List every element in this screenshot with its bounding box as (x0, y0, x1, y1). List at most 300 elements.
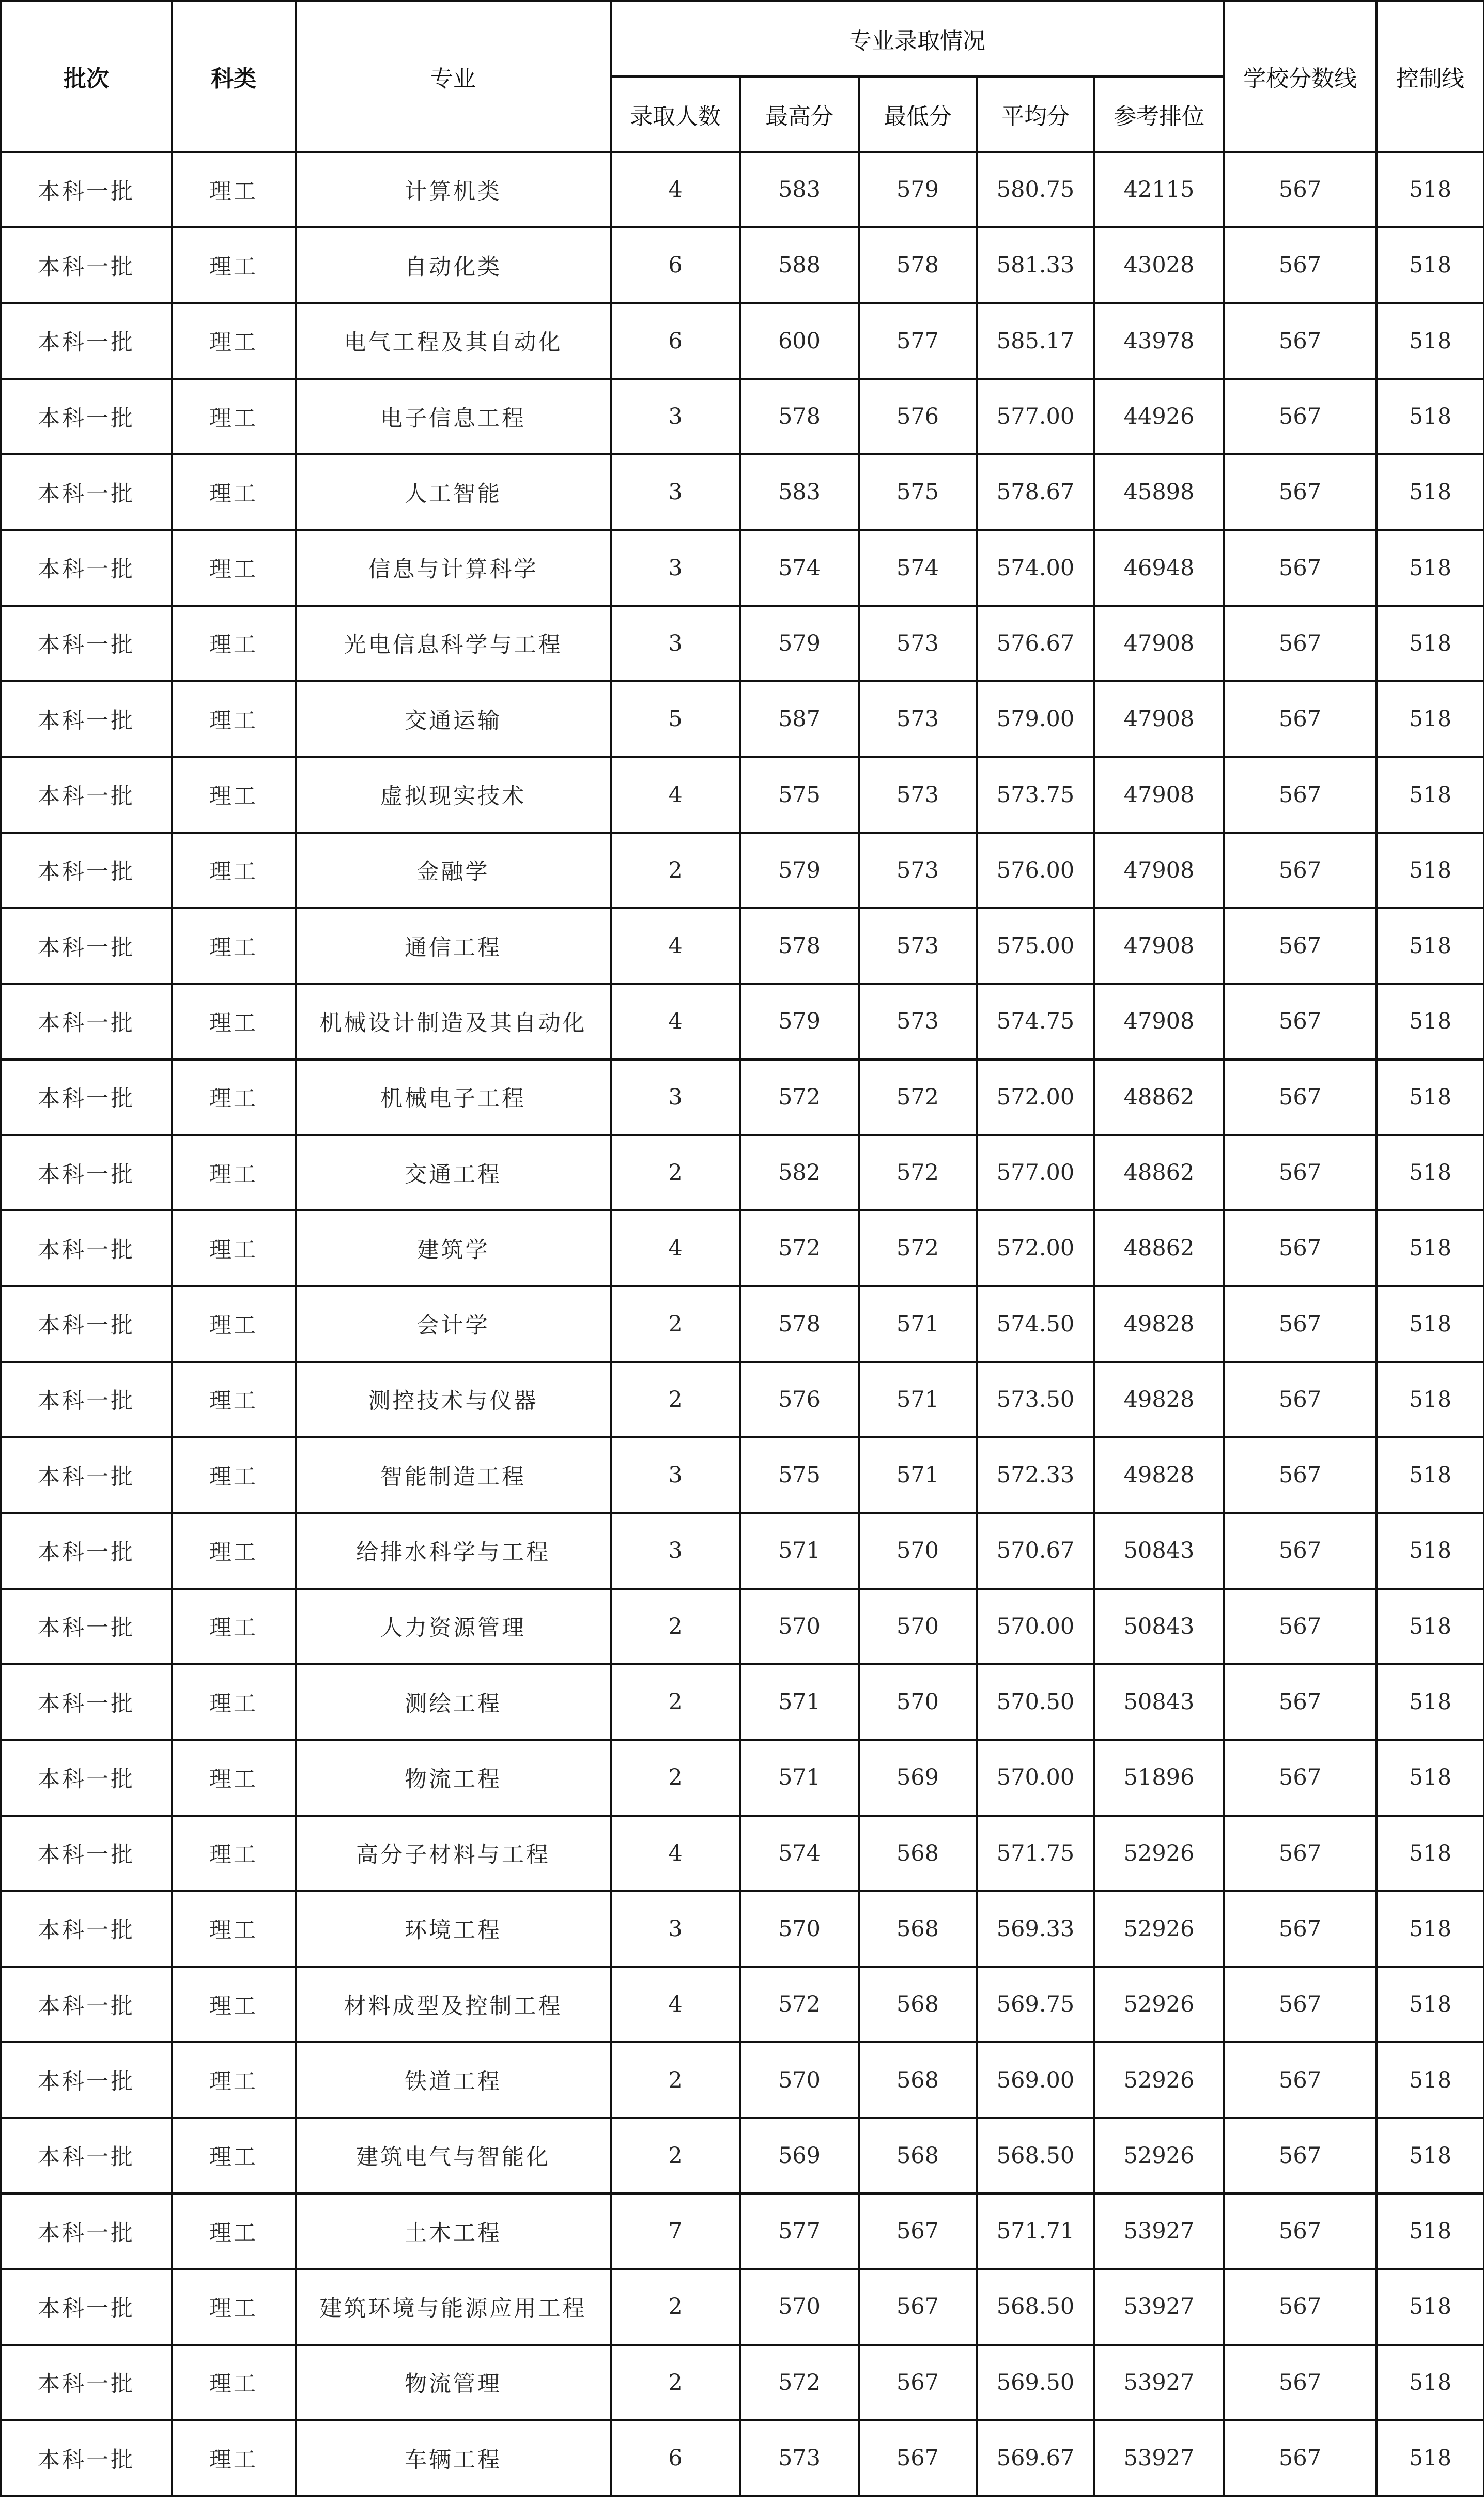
cell-category: 理工 (172, 1513, 296, 1588)
cell-major: 物流管理 (296, 2345, 611, 2420)
cell-min: 572 (859, 1060, 977, 1135)
cell-min: 572 (859, 1210, 977, 1286)
cell-category: 理工 (172, 2042, 296, 2118)
cell-control-line: 518 (1377, 606, 1484, 681)
cell-min: 571 (859, 1362, 977, 1437)
cell-category: 理工 (172, 1210, 296, 1286)
table-row (1, 1513, 1484, 1588)
cell-avg: 569.50 (977, 2345, 1094, 2420)
cell-max: 572 (740, 2345, 859, 2420)
cell-rank: 52926 (1094, 1891, 1224, 1967)
cell-major: 高分子材料与工程 (296, 1816, 611, 1891)
cell-control-line: 518 (1377, 2193, 1484, 2269)
cell-school-line: 567 (1224, 454, 1377, 530)
cell-rank: 52926 (1094, 1967, 1224, 2042)
cell-max: 600 (740, 303, 859, 379)
cell-max: 579 (740, 606, 859, 681)
cell-school-line: 567 (1224, 1286, 1377, 1361)
cell-category: 理工 (172, 984, 296, 1059)
cell-category: 理工 (172, 2420, 296, 2496)
cell-max: 571 (740, 1740, 859, 1815)
cell-control-line: 518 (1377, 1286, 1484, 1361)
table-row (1, 1060, 1484, 1135)
cell-major: 交通工程 (296, 1135, 611, 1210)
cell-rank: 47908 (1094, 908, 1224, 984)
table-row (1, 2269, 1484, 2344)
cell-min: 569 (859, 1740, 977, 1815)
cell-control-line: 518 (1377, 303, 1484, 379)
cell-school-line: 567 (1224, 303, 1377, 379)
cell-control-line: 518 (1377, 227, 1484, 303)
cell-school-line: 567 (1224, 152, 1377, 227)
cell-avg: 571.71 (977, 2193, 1094, 2269)
cell-min: 567 (859, 2420, 977, 2496)
cell-school-line: 567 (1224, 1891, 1377, 1967)
cell-batch: 本科一批 (1, 227, 172, 303)
cell-school-line: 567 (1224, 984, 1377, 1059)
cell-avg: 572.00 (977, 1210, 1094, 1286)
cell-major: 自动化类 (296, 227, 611, 303)
cell-avg: 577.00 (977, 1135, 1094, 1210)
cell-batch: 本科一批 (1, 1664, 172, 1740)
cell-avg: 580.75 (977, 152, 1094, 227)
header-row-top (1, 1, 1484, 76)
header-avg: 平均分 (977, 76, 1094, 152)
cell-min: 568 (859, 1891, 977, 1967)
cell-school-line: 567 (1224, 2118, 1377, 2193)
cell-control-line: 518 (1377, 152, 1484, 227)
cell-category: 理工 (172, 303, 296, 379)
cell-count: 4 (611, 1967, 740, 2042)
cell-major: 车辆工程 (296, 2420, 611, 2496)
cell-max: 575 (740, 1437, 859, 1513)
cell-category: 理工 (172, 1891, 296, 1967)
cell-count: 2 (611, 2118, 740, 2193)
cell-count: 4 (611, 1816, 740, 1891)
cell-major: 智能制造工程 (296, 1437, 611, 1513)
cell-category: 理工 (172, 2118, 296, 2193)
cell-max: 571 (740, 1664, 859, 1740)
cell-max: 571 (740, 1513, 859, 1588)
table-row (1, 2345, 1484, 2420)
cell-max: 570 (740, 2269, 859, 2344)
cell-batch: 本科一批 (1, 1740, 172, 1815)
cell-avg: 585.17 (977, 303, 1094, 379)
cell-rank: 47908 (1094, 681, 1224, 757)
cell-avg: 568.50 (977, 2269, 1094, 2344)
cell-category: 理工 (172, 1816, 296, 1891)
cell-count: 2 (611, 833, 740, 908)
table-row (1, 379, 1484, 454)
cell-control-line: 518 (1377, 1891, 1484, 1967)
cell-avg: 575.00 (977, 908, 1094, 984)
cell-control-line: 518 (1377, 1816, 1484, 1891)
cell-batch: 本科一批 (1, 2193, 172, 2269)
cell-major: 机械电子工程 (296, 1060, 611, 1135)
cell-avg: 570.00 (977, 1589, 1094, 1664)
cell-max: 576 (740, 1362, 859, 1437)
cell-max: 578 (740, 379, 859, 454)
cell-count: 2 (611, 1286, 740, 1361)
cell-category: 理工 (172, 1967, 296, 2042)
cell-min: 579 (859, 152, 977, 227)
cell-count: 2 (611, 1664, 740, 1740)
cell-control-line: 518 (1377, 2042, 1484, 2118)
cell-count: 2 (611, 2345, 740, 2420)
cell-major: 虚拟现实技术 (296, 757, 611, 832)
cell-max: 574 (740, 1816, 859, 1891)
cell-rank: 49828 (1094, 1437, 1224, 1513)
table-row (1, 2420, 1484, 2496)
cell-school-line: 567 (1224, 2420, 1377, 2496)
cell-rank: 45898 (1094, 454, 1224, 530)
cell-count: 7 (611, 2193, 740, 2269)
cell-min: 570 (859, 1664, 977, 1740)
cell-min: 568 (859, 2042, 977, 2118)
header-count: 录取人数 (611, 76, 740, 152)
cell-rank: 53927 (1094, 2420, 1224, 2496)
cell-control-line: 518 (1377, 1210, 1484, 1286)
cell-count: 3 (611, 1513, 740, 1588)
header-max: 最高分 (740, 76, 859, 152)
cell-major: 电子信息工程 (296, 379, 611, 454)
cell-min: 576 (859, 379, 977, 454)
cell-control-line: 518 (1377, 1135, 1484, 1210)
cell-major: 物流工程 (296, 1740, 611, 1815)
cell-category: 理工 (172, 2193, 296, 2269)
table-row (1, 1891, 1484, 1967)
cell-batch: 本科一批 (1, 2345, 172, 2420)
cell-min: 573 (859, 908, 977, 984)
table-row (1, 2042, 1484, 2118)
table-row (1, 757, 1484, 832)
cell-max: 577 (740, 2193, 859, 2269)
table-row (1, 606, 1484, 681)
cell-major: 建筑环境与能源应用工程 (296, 2269, 611, 2344)
cell-major: 给排水科学与工程 (296, 1513, 611, 1588)
cell-school-line: 567 (1224, 833, 1377, 908)
cell-control-line: 518 (1377, 1664, 1484, 1740)
cell-min: 570 (859, 1589, 977, 1664)
cell-school-line: 567 (1224, 757, 1377, 832)
cell-batch: 本科一批 (1, 681, 172, 757)
cell-max: 573 (740, 2420, 859, 2496)
cell-batch: 本科一批 (1, 1135, 172, 1210)
cell-min: 567 (859, 2345, 977, 2420)
cell-category: 理工 (172, 908, 296, 984)
cell-avg: 574.50 (977, 1286, 1094, 1361)
cell-school-line: 567 (1224, 379, 1377, 454)
cell-batch: 本科一批 (1, 303, 172, 379)
cell-school-line: 567 (1224, 1816, 1377, 1891)
cell-school-line: 567 (1224, 1060, 1377, 1135)
cell-school-line: 567 (1224, 1513, 1377, 1588)
cell-count: 3 (611, 379, 740, 454)
cell-max: 570 (740, 1891, 859, 1967)
cell-control-line: 518 (1377, 2420, 1484, 2496)
cell-rank: 43978 (1094, 303, 1224, 379)
cell-count: 4 (611, 757, 740, 832)
cell-major: 建筑电气与智能化 (296, 2118, 611, 2193)
cell-rank: 49828 (1094, 1362, 1224, 1437)
cell-max: 572 (740, 1210, 859, 1286)
cell-category: 理工 (172, 606, 296, 681)
cell-school-line: 567 (1224, 2269, 1377, 2344)
cell-control-line: 518 (1377, 1362, 1484, 1437)
cell-count: 4 (611, 908, 740, 984)
cell-avg: 570.00 (977, 1740, 1094, 1815)
cell-category: 理工 (172, 530, 296, 605)
cell-avg: 576.67 (977, 606, 1094, 681)
cell-rank: 46948 (1094, 530, 1224, 605)
cell-max: 583 (740, 152, 859, 227)
cell-avg: 574.00 (977, 530, 1094, 605)
cell-avg: 569.33 (977, 1891, 1094, 1967)
table-row (1, 1437, 1484, 1513)
cell-rank: 50843 (1094, 1513, 1224, 1588)
cell-max: 575 (740, 757, 859, 832)
cell-rank: 50843 (1094, 1664, 1224, 1740)
cell-major: 测控技术与仪器 (296, 1362, 611, 1437)
cell-school-line: 567 (1224, 606, 1377, 681)
cell-major: 会计学 (296, 1286, 611, 1361)
cell-count: 6 (611, 227, 740, 303)
cell-rank: 47908 (1094, 606, 1224, 681)
cell-count: 4 (611, 984, 740, 1059)
cell-avg: 578.67 (977, 454, 1094, 530)
cell-batch: 本科一批 (1, 984, 172, 1059)
cell-control-line: 518 (1377, 1437, 1484, 1513)
table-row (1, 681, 1484, 757)
cell-major: 交通运输 (296, 681, 611, 757)
cell-category: 理工 (172, 1060, 296, 1135)
cell-category: 理工 (172, 1589, 296, 1664)
cell-min: 567 (859, 2269, 977, 2344)
cell-control-line: 518 (1377, 833, 1484, 908)
table-row (1, 833, 1484, 908)
cell-major: 信息与计算科学 (296, 530, 611, 605)
table-row (1, 1286, 1484, 1361)
cell-count: 2 (611, 1362, 740, 1437)
table-row (1, 984, 1484, 1059)
cell-school-line: 567 (1224, 1135, 1377, 1210)
cell-category: 理工 (172, 1286, 296, 1361)
cell-count: 2 (611, 1589, 740, 1664)
cell-avg: 572.33 (977, 1437, 1094, 1513)
cell-min: 573 (859, 757, 977, 832)
cell-min: 574 (859, 530, 977, 605)
cell-rank: 43028 (1094, 227, 1224, 303)
cell-school-line: 567 (1224, 227, 1377, 303)
cell-batch: 本科一批 (1, 833, 172, 908)
cell-count: 6 (611, 303, 740, 379)
cell-avg: 571.75 (977, 1816, 1094, 1891)
cell-rank: 52926 (1094, 2118, 1224, 2193)
cell-major: 人工智能 (296, 454, 611, 530)
cell-rank: 52926 (1094, 2042, 1224, 2118)
cell-school-line: 567 (1224, 2042, 1377, 2118)
cell-min: 571 (859, 1286, 977, 1361)
cell-avg: 573.50 (977, 1362, 1094, 1437)
cell-avg: 574.75 (977, 984, 1094, 1059)
cell-school-line: 567 (1224, 908, 1377, 984)
table-row (1, 1664, 1484, 1740)
cell-max: 574 (740, 530, 859, 605)
cell-max: 572 (740, 1060, 859, 1135)
cell-category: 理工 (172, 1362, 296, 1437)
header-major: 专业 (296, 1, 611, 152)
cell-control-line: 518 (1377, 2118, 1484, 2193)
header-admission-group: 专业录取情况 (611, 1, 1224, 76)
cell-rank: 53927 (1094, 2269, 1224, 2344)
cell-major: 土木工程 (296, 2193, 611, 2269)
table-row (1, 2193, 1484, 2269)
cell-batch: 本科一批 (1, 1967, 172, 2042)
cell-rank: 44926 (1094, 379, 1224, 454)
cell-batch: 本科一批 (1, 379, 172, 454)
cell-batch: 本科一批 (1, 1210, 172, 1286)
cell-control-line: 518 (1377, 454, 1484, 530)
cell-category: 理工 (172, 833, 296, 908)
cell-max: 570 (740, 2042, 859, 2118)
cell-count: 6 (611, 2420, 740, 2496)
cell-min: 573 (859, 833, 977, 908)
cell-school-line: 567 (1224, 1967, 1377, 2042)
cell-min: 568 (859, 1967, 977, 2042)
header-min: 最低分 (859, 76, 977, 152)
table-row (1, 303, 1484, 379)
cell-max: 578 (740, 908, 859, 984)
cell-category: 理工 (172, 1664, 296, 1740)
cell-min: 567 (859, 2193, 977, 2269)
cell-batch: 本科一批 (1, 2420, 172, 2496)
header-rank: 参考排位 (1094, 76, 1224, 152)
cell-rank: 48862 (1094, 1210, 1224, 1286)
cell-control-line: 518 (1377, 681, 1484, 757)
cell-control-line: 518 (1377, 1060, 1484, 1135)
cell-batch: 本科一批 (1, 2269, 172, 2344)
cell-rank: 47908 (1094, 984, 1224, 1059)
cell-count: 5 (611, 681, 740, 757)
header-category: 科类 (172, 1, 296, 152)
cell-max: 588 (740, 227, 859, 303)
cell-batch: 本科一批 (1, 530, 172, 605)
table-row (1, 227, 1484, 303)
cell-control-line: 518 (1377, 757, 1484, 832)
cell-avg: 573.75 (977, 757, 1094, 832)
cell-max: 587 (740, 681, 859, 757)
table-body (1, 152, 1484, 2496)
cell-count: 3 (611, 1891, 740, 1967)
cell-avg: 572.00 (977, 1060, 1094, 1135)
cell-batch: 本科一批 (1, 454, 172, 530)
cell-min: 573 (859, 681, 977, 757)
cell-batch: 本科一批 (1, 2042, 172, 2118)
cell-min: 568 (859, 1816, 977, 1891)
cell-school-line: 567 (1224, 1437, 1377, 1513)
cell-max: 569 (740, 2118, 859, 2193)
cell-rank: 50843 (1094, 1589, 1224, 1664)
cell-category: 理工 (172, 2345, 296, 2420)
cell-school-line: 567 (1224, 1362, 1377, 1437)
cell-min: 577 (859, 303, 977, 379)
table-row (1, 1740, 1484, 1815)
cell-category: 理工 (172, 152, 296, 227)
cell-control-line: 518 (1377, 984, 1484, 1059)
cell-count: 2 (611, 2042, 740, 2118)
cell-count: 2 (611, 1740, 740, 1815)
cell-control-line: 518 (1377, 1967, 1484, 2042)
cell-batch: 本科一批 (1, 1286, 172, 1361)
cell-major: 环境工程 (296, 1891, 611, 1967)
cell-major: 电气工程及其自动化 (296, 303, 611, 379)
cell-avg: 581.33 (977, 227, 1094, 303)
cell-control-line: 518 (1377, 2269, 1484, 2344)
table-row (1, 152, 1484, 227)
cell-category: 理工 (172, 227, 296, 303)
cell-max: 579 (740, 833, 859, 908)
cell-major: 通信工程 (296, 908, 611, 984)
cell-max: 570 (740, 1589, 859, 1664)
cell-major: 光电信息科学与工程 (296, 606, 611, 681)
table-row (1, 1589, 1484, 1664)
cell-count: 3 (611, 530, 740, 605)
cell-major: 铁道工程 (296, 2042, 611, 2118)
cell-count: 2 (611, 2269, 740, 2344)
cell-min: 572 (859, 1135, 977, 1210)
cell-count: 2 (611, 1135, 740, 1210)
cell-category: 理工 (172, 1740, 296, 1815)
cell-category: 理工 (172, 1135, 296, 1210)
table-row (1, 1135, 1484, 1210)
cell-avg: 570.67 (977, 1513, 1094, 1588)
cell-category: 理工 (172, 454, 296, 530)
cell-school-line: 567 (1224, 2193, 1377, 2269)
cell-min: 571 (859, 1437, 977, 1513)
cell-school-line: 567 (1224, 1740, 1377, 1815)
cell-batch: 本科一批 (1, 1891, 172, 1967)
cell-category: 理工 (172, 1437, 296, 1513)
cell-batch: 本科一批 (1, 1816, 172, 1891)
cell-control-line: 518 (1377, 379, 1484, 454)
cell-category: 理工 (172, 379, 296, 454)
cell-school-line: 567 (1224, 530, 1377, 605)
cell-batch: 本科一批 (1, 606, 172, 681)
cell-min: 568 (859, 2118, 977, 2193)
cell-school-line: 567 (1224, 2345, 1377, 2420)
cell-min: 573 (859, 606, 977, 681)
header-batch: 批次 (1, 1, 172, 152)
cell-avg: 569.75 (977, 1967, 1094, 2042)
cell-max: 572 (740, 1967, 859, 2042)
cell-min: 573 (859, 984, 977, 1059)
cell-batch: 本科一批 (1, 2118, 172, 2193)
cell-control-line: 518 (1377, 530, 1484, 605)
cell-rank: 53927 (1094, 2345, 1224, 2420)
cell-major: 测绘工程 (296, 1664, 611, 1740)
cell-school-line: 567 (1224, 1210, 1377, 1286)
header-control-line: 控制线 (1377, 1, 1484, 152)
table-row (1, 1362, 1484, 1437)
cell-batch: 本科一批 (1, 908, 172, 984)
cell-school-line: 567 (1224, 681, 1377, 757)
cell-avg: 579.00 (977, 681, 1094, 757)
cell-max: 579 (740, 984, 859, 1059)
cell-rank: 42115 (1094, 152, 1224, 227)
cell-count: 3 (611, 606, 740, 681)
cell-count: 3 (611, 1060, 740, 1135)
cell-rank: 47908 (1094, 833, 1224, 908)
